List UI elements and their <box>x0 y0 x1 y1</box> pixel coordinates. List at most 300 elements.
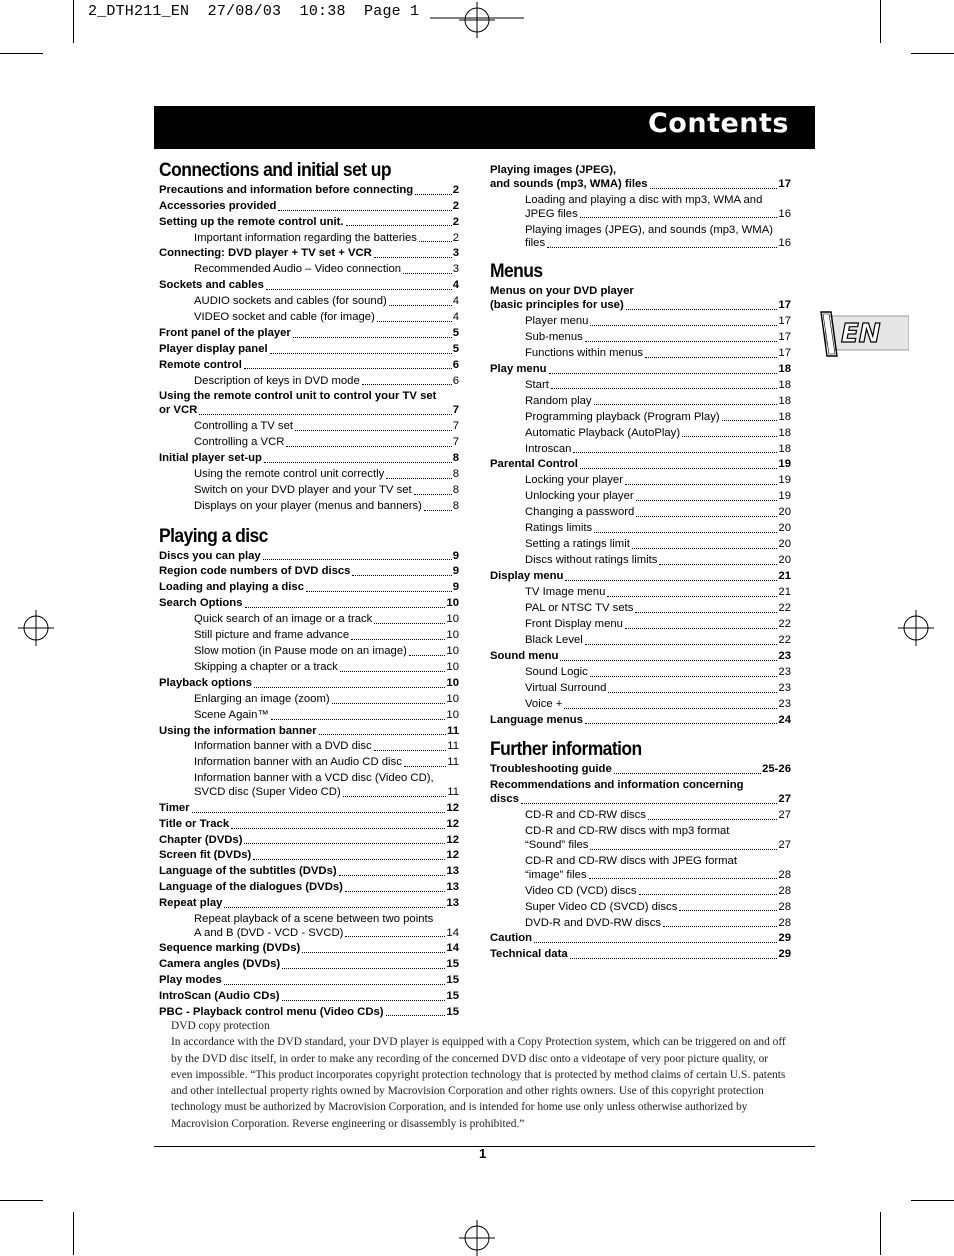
dot-leader <box>414 494 452 495</box>
dot-leader <box>424 510 452 511</box>
toc-section <box>159 160 459 514</box>
toc-entry-title: Important information regarding the batteries <box>194 231 417 244</box>
toc-entry[interactable] <box>159 200 459 214</box>
dot-leader <box>663 926 777 927</box>
toc-entry[interactable] <box>490 224 791 238</box>
toc-entry-page: 4 <box>452 295 459 308</box>
toc-entry-title: Start <box>525 378 549 391</box>
toc-entry[interactable] <box>159 375 459 389</box>
toc-entry-page: 9 <box>452 565 459 578</box>
toc-entry[interactable] <box>490 443 791 457</box>
toc-entry-page: 17 <box>778 314 791 327</box>
dot-leader <box>319 734 447 735</box>
toc-entry[interactable] <box>490 506 791 520</box>
toc-section <box>490 164 791 251</box>
dot-leader <box>282 968 445 969</box>
toc-entry-title: Player display panel <box>159 342 268 355</box>
toc-entry-title: Using the information banner <box>159 724 317 737</box>
toc-entry[interactable] <box>159 677 459 691</box>
toc-entry[interactable] <box>159 942 459 956</box>
toc-entry-page: 18 <box>778 378 791 391</box>
toc-entry-page: 12 <box>446 802 459 815</box>
toc-entry[interactable] <box>159 597 459 611</box>
toc-entry[interactable] <box>490 347 791 361</box>
dot-leader <box>306 591 452 592</box>
toc-entry-title: Locking your player <box>525 474 623 487</box>
toc-entry-title: CD-R and CD-RW discs with JPEG format <box>525 854 737 867</box>
toc-entry-page: 18 <box>778 426 791 439</box>
toc-entry-title: Sub-menus <box>525 330 583 343</box>
toc-entry-page: 11 <box>447 756 459 769</box>
toc-entry[interactable] <box>490 538 791 552</box>
toc-entry[interactable] <box>490 194 791 208</box>
toc-entry[interactable] <box>159 436 459 450</box>
toc-section <box>159 526 459 1020</box>
toc-entry-title: Video CD (VCD) discs <box>525 884 637 897</box>
toc-entry[interactable] <box>159 184 459 198</box>
toc-entry-title: Menus on your DVD player <box>490 285 634 298</box>
toc-entry[interactable] <box>490 825 791 839</box>
toc-entry-page: 15 <box>446 989 459 1002</box>
toc-entry[interactable] <box>159 420 459 434</box>
toc-entry-title: Black Level <box>525 634 583 647</box>
toc-entry-page: 19 <box>778 474 791 487</box>
dot-leader <box>547 247 777 248</box>
toc-entry-title: Information banner with a DVD disc <box>194 740 372 753</box>
toc-entry[interactable] <box>159 990 459 1004</box>
toc-entry-page: 25-26 <box>762 763 791 776</box>
dot-leader <box>549 373 778 374</box>
toc-entry-page: 18 <box>778 442 791 455</box>
toc-entry-title: Precautions and information before connecting <box>159 184 414 196</box>
toc-entry[interactable] <box>490 634 791 648</box>
dot-leader <box>295 430 452 431</box>
toc-entry[interactable] <box>159 834 459 848</box>
toc-entry[interactable] <box>490 917 791 931</box>
toc-entry-title: Functions within menus <box>525 346 644 359</box>
toc-entry-title: Playback options <box>159 676 252 689</box>
toc-entry-title: DVD-R and DVD-RW discs <box>525 916 662 929</box>
toc-entry-title: AUDIO sockets and cables (for sound) <box>194 295 387 308</box>
toc-entry[interactable] <box>490 427 791 441</box>
registration-mark-icon <box>459 1220 495 1256</box>
toc-entry[interactable] <box>159 232 459 246</box>
toc-entry-page: 23 <box>778 681 791 694</box>
toc-entry-page: 24 <box>778 713 791 726</box>
dot-leader <box>625 628 777 629</box>
toc-entry-title: Connecting: DVD player + TV set + VCR <box>159 247 372 260</box>
dot-leader <box>254 687 446 688</box>
dot-leader <box>415 194 451 195</box>
toc-entry[interactable] <box>159 613 459 627</box>
toc-entry-title: Using the remote control unit to control your TV set <box>159 390 437 403</box>
toc-entry[interactable] <box>159 756 459 770</box>
toc-entry-title: Initial player set-up <box>159 451 262 464</box>
toc-entry-title: Title or Track <box>159 817 230 830</box>
toc-entry[interactable] <box>490 411 791 425</box>
toc-entry[interactable] <box>159 740 459 754</box>
toc-entry[interactable] <box>159 216 459 230</box>
toc-entry-continuation[interactable] <box>159 404 459 418</box>
toc-entry[interactable] <box>159 645 459 659</box>
toc-entry[interactable] <box>490 714 791 728</box>
toc-entry-page: 21 <box>778 570 791 583</box>
dot-leader <box>253 859 445 860</box>
toc-entry-page: 22 <box>778 618 791 631</box>
dot-leader <box>346 225 452 226</box>
toc-entry-page: 28 <box>778 868 791 881</box>
dot-leader <box>404 766 446 767</box>
toc-entry-title: Front Display menu <box>525 618 623 631</box>
toc-entry[interactable] <box>159 452 459 466</box>
dot-leader <box>636 500 778 501</box>
title-banner <box>154 106 815 149</box>
toc-entry-title: Using the remote control unit correctly <box>194 467 385 480</box>
toc-entry-page: 20 <box>778 522 791 535</box>
section-heading: Connections and initial set up <box>159 160 392 181</box>
section-heading: Further information <box>490 739 642 761</box>
toc-entry[interactable] <box>490 458 791 472</box>
toc-entry-title: PBC - Playback control menu (Video CDs) <box>159 1005 384 1018</box>
dot-leader <box>648 819 777 820</box>
registration-mark-icon <box>18 610 54 646</box>
toc-entry-title: Timer <box>159 802 190 815</box>
registration-mark-icon <box>898 610 934 646</box>
dot-leader <box>570 958 778 959</box>
toc-entry-page: 16 <box>778 207 791 220</box>
toc-entry-title: Discs you can play <box>159 549 261 562</box>
dot-leader <box>224 907 445 908</box>
toc-entry[interactable] <box>490 474 791 488</box>
dot-leader <box>244 368 452 369</box>
dot-leader <box>589 878 778 879</box>
toc-entry-continuation[interactable] <box>490 299 791 313</box>
toc-entry[interactable] <box>159 629 459 643</box>
toc-entry-page: 8 <box>452 483 459 496</box>
toc-entry[interactable] <box>490 932 791 946</box>
toc-entry[interactable] <box>159 247 459 261</box>
toc-entry-title-continued: “Sound” files <box>525 838 589 851</box>
toc-entry[interactable] <box>159 565 459 579</box>
toc-entry-title: Language menus <box>490 713 583 726</box>
toc-entry-continuation[interactable] <box>159 786 459 800</box>
toc-entry-page: 17 <box>778 177 791 190</box>
toc-entry[interactable] <box>490 901 791 915</box>
toc-entry-title: Technical data <box>490 948 568 961</box>
toc-entry[interactable] <box>490 682 791 696</box>
toc-entry-title: Controlling a TV set <box>194 420 294 433</box>
toc-entry-page: 10 <box>446 597 459 609</box>
toc-entry-page: 8 <box>452 467 459 480</box>
toc-entry-continuation[interactable] <box>490 178 791 192</box>
toc-entry-title: Accessories provided <box>159 199 277 212</box>
toc-entry[interactable] <box>490 948 791 962</box>
language-tab-label: EN <box>841 319 881 349</box>
dot-leader <box>271 719 446 720</box>
section-heading: Playing a disc <box>159 525 268 547</box>
toc-entry-page: 23 <box>778 697 791 710</box>
toc-entry-title: Description of keys in DVD mode <box>194 374 360 387</box>
toc-entry-page: 12 <box>446 849 459 862</box>
toc-entry-page: 7 <box>452 404 459 417</box>
toc-entry[interactable] <box>159 581 459 595</box>
toc-entry-continuation[interactable] <box>159 927 459 941</box>
toc-entry-page: 29 <box>778 932 791 945</box>
toc-entry-title: Controlling a VCR <box>194 436 285 449</box>
toc-entry[interactable] <box>490 379 791 393</box>
dot-leader <box>244 843 445 844</box>
toc-entry-page: 15 <box>446 1005 459 1018</box>
toc-entry[interactable] <box>490 586 791 600</box>
dot-leader <box>345 936 445 937</box>
dot-leader <box>264 462 452 463</box>
dot-leader <box>682 436 777 437</box>
toc-entry[interactable] <box>159 359 459 373</box>
toc-section <box>490 261 791 727</box>
toc-entry-page: 18 <box>778 394 791 407</box>
toc-entry-page: 23 <box>778 665 791 678</box>
dot-leader <box>374 623 445 624</box>
toc-entry-page: 29 <box>778 948 791 961</box>
toc-entry[interactable] <box>159 802 459 816</box>
dot-leader <box>419 241 452 242</box>
toc-entry[interactable] <box>159 865 459 879</box>
toc-entry-title: Quick search of an image or a track <box>194 612 373 625</box>
toc-entry[interactable] <box>490 763 791 777</box>
toc-entry[interactable] <box>159 295 459 309</box>
toc-entry[interactable] <box>159 311 459 325</box>
registration-mark-icon <box>459 2 495 38</box>
toc-entry-page: 6 <box>452 374 459 387</box>
toc-entry-title: Displays on your player (menus and banners) <box>194 499 422 512</box>
toc-entry-title: VIDEO socket and cable (for image) <box>194 311 375 324</box>
toc-entry-continuation[interactable] <box>490 237 791 251</box>
toc-entry[interactable] <box>490 363 791 377</box>
toc-entry[interactable] <box>159 849 459 863</box>
toc-entry-continuation[interactable] <box>490 208 791 222</box>
toc-entry-page: 3 <box>452 263 459 276</box>
dot-leader <box>302 952 445 953</box>
toc-entry-page: 2 <box>452 199 459 212</box>
toc-entry-title: Play menu <box>490 362 547 375</box>
toc-entry[interactable] <box>490 698 791 712</box>
toc-entry-page: 17 <box>778 298 791 311</box>
toc-entry-title: Enlarging an image (zoom) <box>194 692 330 705</box>
toc-entry[interactable] <box>159 958 459 972</box>
toc-entry[interactable] <box>490 779 791 793</box>
toc-entry-title: Slow motion (in Pause mode on an image) <box>194 644 407 657</box>
print-slug: 2_DTH211_EN 27/08/03 10:38 Page 1 <box>88 3 420 20</box>
toc-entry[interactable] <box>490 164 791 178</box>
toc-entry-page: 12 <box>446 817 459 830</box>
toc-entry-title: Still picture and frame advance <box>194 628 350 641</box>
toc-entry[interactable] <box>159 279 459 293</box>
toc-entry[interactable] <box>490 490 791 504</box>
toc-entry-page: 28 <box>778 900 791 913</box>
toc-entry[interactable] <box>490 395 791 409</box>
toc-entry-title: Caution <box>490 932 533 945</box>
toc-entry-title: Language of the subtitles (DVDs) <box>159 865 337 878</box>
toc-entry-page: 10 <box>446 708 459 721</box>
toc-entry[interactable] <box>159 390 459 404</box>
toc-entry-page: 27 <box>778 808 791 821</box>
toc-entry-page: 2 <box>452 215 459 228</box>
toc-entry[interactable] <box>159 725 459 739</box>
notice-title: DVD copy protection <box>171 1020 270 1032</box>
toc-entry-page: 19 <box>778 458 791 471</box>
registration-line <box>430 16 524 20</box>
toc-entry-title: Camera angles (DVDs) <box>159 958 281 971</box>
toc-entry-title: Super Video CD (SVCD) discs <box>525 900 678 913</box>
toc-entry-page: 9 <box>452 581 459 594</box>
toc-entry-title: Sockets and cables <box>159 279 264 292</box>
toc-entry-page: 5 <box>452 326 459 339</box>
toc-entry[interactable] <box>159 484 459 498</box>
toc-entry[interactable] <box>490 522 791 536</box>
toc-entry-title: Troubleshooting guide <box>490 763 612 776</box>
toc-entry[interactable] <box>159 550 459 564</box>
toc-entry-title: Ratings limits <box>525 522 593 535</box>
toc-entry-page: 20 <box>778 506 791 519</box>
toc-right-column <box>490 162 791 962</box>
dot-leader <box>224 984 446 985</box>
toc-entry-title: Programming playback (Program Play) <box>525 410 720 423</box>
toc-entry[interactable] <box>490 315 791 329</box>
toc-entry-page: 2 <box>452 184 459 196</box>
toc-entry-page: 10 <box>446 612 459 625</box>
toc-entry-page: 10 <box>446 676 459 689</box>
toc-entry-title-continued: or VCR <box>159 404 198 417</box>
toc-entry-page: 22 <box>778 602 791 615</box>
copy-protection-notice <box>171 1018 786 1132</box>
toc-entry-page: 20 <box>778 554 791 567</box>
toc-entry-continuation[interactable] <box>490 869 791 883</box>
toc-entry[interactable] <box>159 974 459 988</box>
toc-entry-page: 11 <box>447 740 459 753</box>
toc-entry-page: 20 <box>778 538 791 551</box>
dot-leader <box>231 828 445 829</box>
toc-entry-page: 10 <box>446 644 459 657</box>
toc-entry[interactable] <box>159 693 459 707</box>
toc-entry[interactable] <box>490 602 791 616</box>
page-number: 1 <box>479 1146 487 1161</box>
toc-entry[interactable] <box>490 666 791 680</box>
toc-entry-page: 13 <box>446 881 459 894</box>
toc-entry-title-continued: “image” files <box>525 868 587 881</box>
dot-leader <box>580 468 778 469</box>
toc-entry-page: 18 <box>778 410 791 423</box>
dot-leader <box>340 671 446 672</box>
dot-leader <box>722 420 778 421</box>
toc-entry-page: 21 <box>778 586 791 599</box>
toc-entry-continuation[interactable] <box>490 839 791 853</box>
toc-entry-page: 17 <box>778 330 791 343</box>
toc-entry[interactable] <box>490 885 791 899</box>
dot-leader <box>626 309 778 310</box>
toc-entry-page: 8 <box>452 499 459 512</box>
toc-entry-title: Recommended Audio – Video connection <box>194 263 402 276</box>
toc-entry[interactable] <box>490 554 791 568</box>
dot-leader <box>293 337 452 338</box>
dot-leader <box>585 723 778 724</box>
toc-entry[interactable] <box>490 855 791 869</box>
page-title: Contents <box>647 108 789 139</box>
toc-entry-page: 5 <box>452 342 459 355</box>
toc-entry-title: Screen fit (DVDs) <box>159 849 252 862</box>
toc-entry-title: CD-R and CD-RW discs <box>525 808 646 821</box>
notice-body: In accordance with the DVD standard, your DVD player is equipped with a Copy Protection system, which can be triggered on and off by the DVD disc itself, in order to make any recording of the concerned DVD disc onto a videotape of very poor picture quality, or even impossible. “This product incorporates copyright protection technology that is protected by method claims of certain U.S. patents and other intellectual property rights owned by Macrovision Corporation and other rights owners. Use of this copyright protection technology must be authorized by Macrovision Corporation, and is intended for home use only unless otherwise authorized by Macrovision Corporation. Reverse engineering or disassembly is prohibited.” <box>171 1036 786 1130</box>
toc-entry[interactable] <box>159 913 459 927</box>
dot-leader <box>386 1015 446 1016</box>
toc-entry-page: 4 <box>452 311 459 324</box>
toc-entry-continuation[interactable] <box>490 793 791 807</box>
toc-entry-title: Loading and playing a disc with mp3, WMA and <box>525 193 763 206</box>
toc-entry[interactable] <box>490 331 791 345</box>
toc-entry-page: 10 <box>446 628 459 641</box>
dot-leader <box>564 708 777 709</box>
toc-entry[interactable] <box>159 709 459 723</box>
dot-leader <box>614 773 761 774</box>
dot-leader <box>590 325 777 326</box>
dot-leader <box>386 478 451 479</box>
dot-leader <box>409 655 446 656</box>
toc-entry-title: Changing a password <box>525 506 635 519</box>
dot-leader <box>590 849 777 850</box>
dot-leader <box>659 564 777 565</box>
toc-entry[interactable] <box>159 500 459 514</box>
toc-entry-page: 2 <box>452 231 459 244</box>
toc-entry[interactable] <box>490 809 791 823</box>
toc-entry-page: 4 <box>452 279 459 292</box>
dot-leader <box>585 644 778 645</box>
toc-entry-title: Repeat playback of a scene between two points <box>194 912 434 925</box>
dot-leader <box>645 357 777 358</box>
toc-entry-page: 16 <box>778 237 791 250</box>
toc-entry[interactable] <box>159 343 459 357</box>
toc-entry[interactable] <box>490 650 791 664</box>
dot-leader <box>266 289 452 290</box>
toc-entry[interactable] <box>490 570 791 584</box>
toc-entry[interactable] <box>159 881 459 895</box>
toc-entry-title-continued: files <box>525 237 546 250</box>
dot-leader <box>332 703 446 704</box>
toc-entry-page: 12 <box>446 833 459 846</box>
dot-leader <box>245 607 446 608</box>
dot-leader <box>560 660 777 661</box>
toc-entry-title-continued: A and B (DVD - VCD - SVCD) <box>194 926 344 939</box>
toc-entry[interactable] <box>159 818 459 832</box>
toc-entry[interactable] <box>490 618 791 632</box>
toc-entry[interactable] <box>159 897 459 911</box>
toc-entry[interactable] <box>490 285 791 299</box>
toc-entry[interactable] <box>159 263 459 277</box>
toc-entry[interactable] <box>159 772 459 786</box>
dot-leader <box>636 516 777 517</box>
dot-leader <box>377 321 452 322</box>
language-tab <box>817 310 909 360</box>
dot-leader <box>278 210 451 211</box>
toc-entry-page: 8 <box>452 451 459 464</box>
toc-entry-page: 19 <box>778 490 791 503</box>
toc-entry[interactable] <box>159 327 459 341</box>
dot-leader <box>625 484 777 485</box>
toc-entry[interactable] <box>159 661 459 675</box>
toc-entry-title: Setting a ratings limit <box>525 538 630 551</box>
language-tab-shape <box>817 310 909 360</box>
toc-entry-title: Loading and playing a disc <box>159 581 304 594</box>
toc-entry[interactable] <box>159 468 459 482</box>
toc-entry-page: 10 <box>446 692 459 705</box>
